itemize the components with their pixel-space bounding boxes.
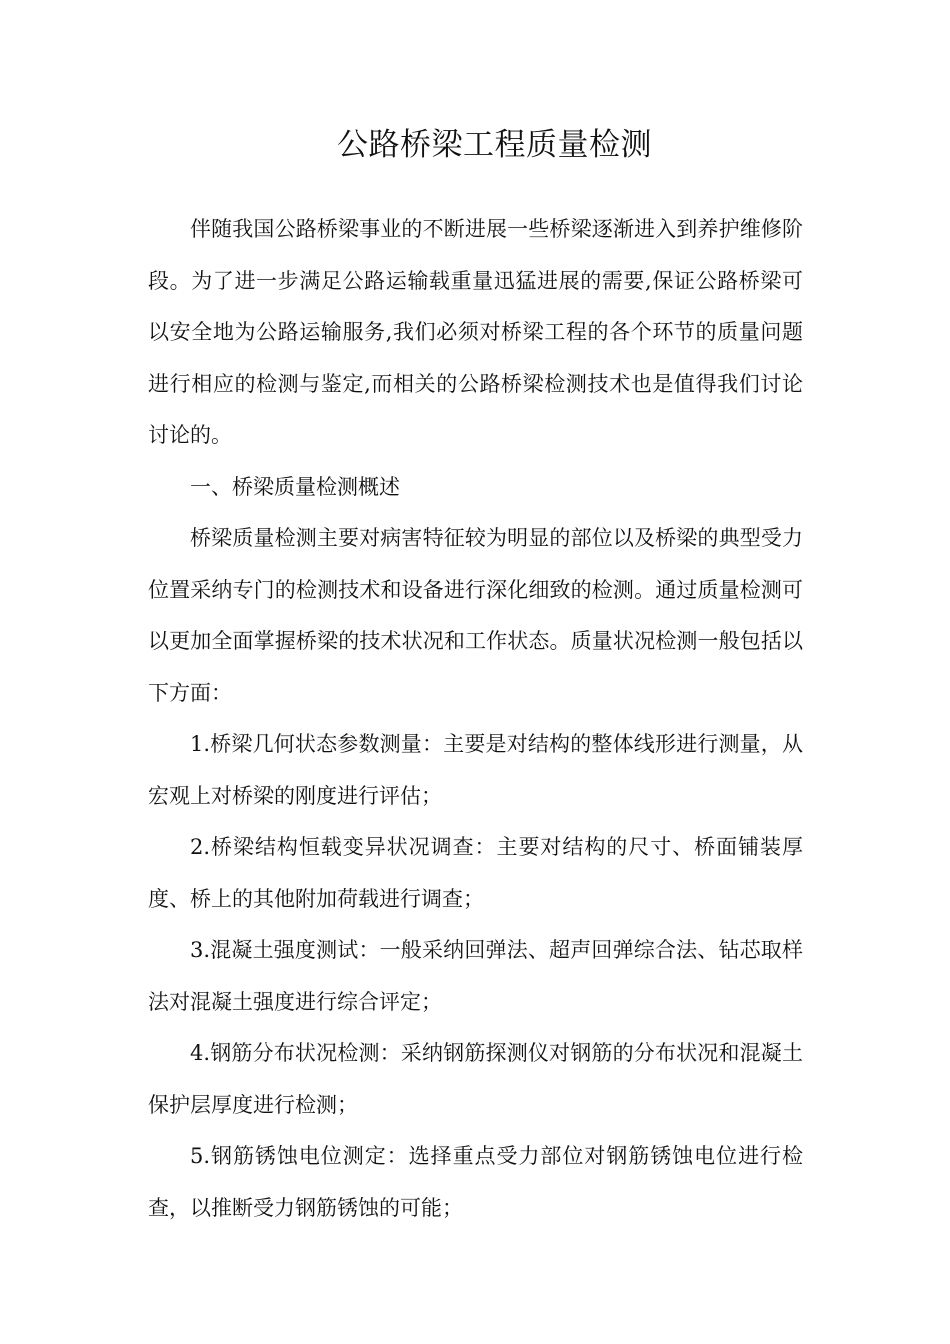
list-item-5: 5.钢筋锈蚀电位测定：选择重点受力部位对钢筋锈蚀电位进行检查，以推断受力钢筋锈蚀的可能； [148,1144,803,1220]
list-item-3: 3.混凝土强度测试：一般采纳回弹法、超声回弹综合法、钻芯取样法对混凝土强度进行综合评定； [148,938,803,1014]
list-item-2: 2.桥梁结构恒载变异状况调查：主要对结构的尺寸、桥面铺装厚度、桥上的其他附加荷载进行调查； [148,835,803,911]
document-page [148,120,803,1234]
document-title: 公路桥梁工程质量检测 [337,127,652,163]
paragraph-overview: 桥梁质量检测主要对病害特征较为明显的部位以及桥梁的典型受力位置采纳专门的检测技术和设备进行深化细致的检测。通过质量检测可以更加全面掌握桥梁的技术状况和工作状态。质量状况检测一般包括以下方面： [148,526,803,705]
list-item-4: 4.钢筋分布状况检测：采纳钢筋探测仪对钢筋的分布状况和混凝土保护层厚度进行检测； [148,1041,803,1117]
section-heading-1: 一、桥梁质量检测概述 [190,474,400,499]
list-item-1: 1.桥梁几何状态参数测量：主要是对结构的整体线形进行测量，从宏观上对桥梁的刚度进行评估； [148,732,803,808]
paragraph-intro: 伴随我国公路桥梁事业的不断进展一些桥梁逐渐进入到养护维修阶段。为了进一步满足公路运输载重量迅猛进展的需要,保证公路桥梁可以安全地为公路运输服务,我们必须对桥梁工程的各个环节的质量问题进行相应的检测与鉴定,而相关的公路桥梁检测技术也是值得我们讨论讨论的。 [148,217,803,447]
